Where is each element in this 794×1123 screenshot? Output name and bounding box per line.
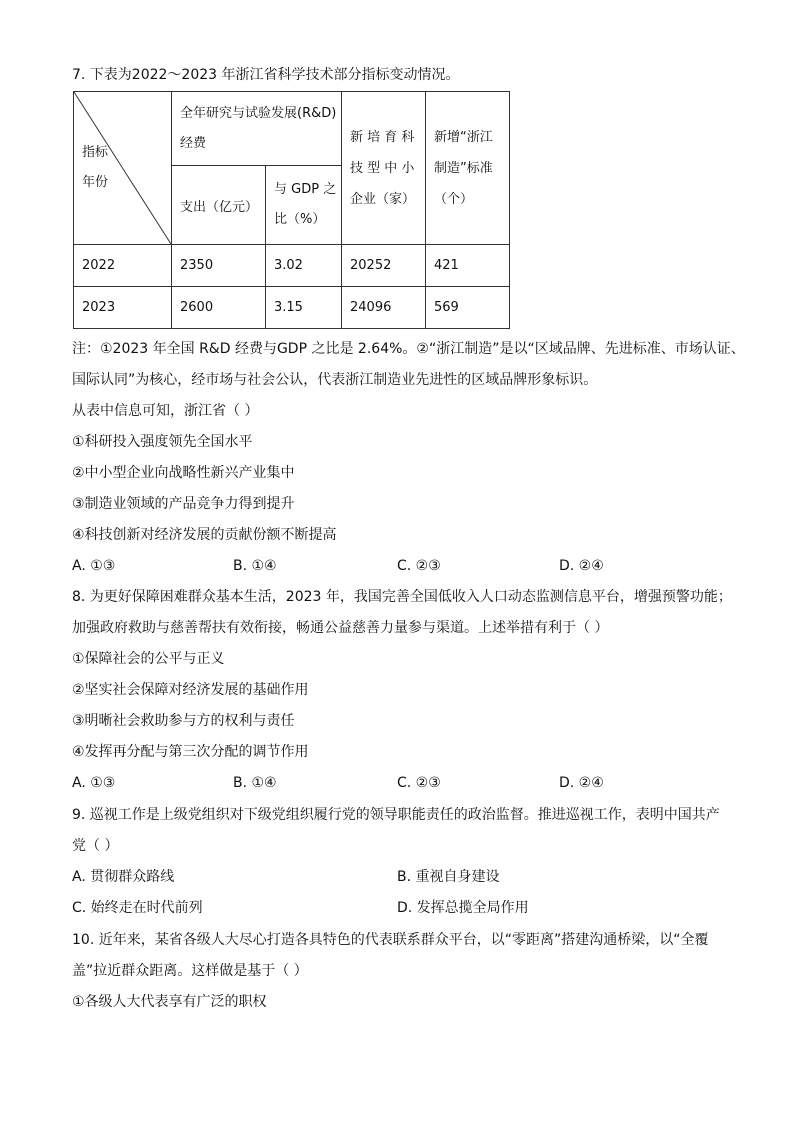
- q9-option-a[interactable]: A. 贯彻群众路线: [72, 869, 175, 885]
- q9-option-b[interactable]: B. 重视自身建设: [397, 869, 500, 885]
- q9-stem-line1: 9. 巡视工作是上级党组织对下级党组织履行党的领导职能责任的政治监督。推进巡视工作，表明中国共产: [72, 807, 720, 823]
- q7-option-a[interactable]: A. ①③: [72, 558, 116, 574]
- sme-header-cell: [342, 92, 426, 245]
- q7-option-c[interactable]: C. ②③: [397, 558, 441, 574]
- rd-header-cell: [172, 92, 342, 166]
- q10-stem-line2: 盖”拉近群众距离。这样做是基于（ ）: [72, 963, 308, 979]
- q8-option-d[interactable]: D. ②④: [559, 775, 604, 791]
- q8-option-b[interactable]: B. ①④: [233, 775, 277, 791]
- q9-option-c[interactable]: C. 始终走在时代前列: [72, 900, 203, 916]
- row-2023-ratio: 3.15: [266, 287, 342, 329]
- q8-item-4: ④发挥再分配与第三次分配的调节作用: [72, 744, 309, 760]
- q10-stem-line1: 10. 近年来，某省各级人大尽心打造各具特色的代表联系群众平台，以“零距离”搭建沟通桥梁，以“全覆: [72, 932, 709, 948]
- q7-question: 从表中信息可知，浙江省（ ）: [72, 403, 259, 419]
- q8-option-c[interactable]: C. ②③: [397, 775, 441, 791]
- spend-header: 支出（亿元）: [180, 199, 259, 215]
- rd-header-line1: 全年研究与试验发展(R&D): [180, 105, 337, 121]
- q7-item-3: ③制造业领域的产品竞争力得到提升: [72, 496, 295, 512]
- science-indicators-table: [73, 91, 510, 329]
- row-2022-spend: 2350: [172, 245, 266, 287]
- diagonal-divider-icon: [74, 92, 171, 244]
- q8-item-2: ②坚实社会保障对经济发展的基础作用: [72, 682, 309, 698]
- q7-note-line2: 国际认同”为核心，经市场与社会公认，代表浙江制造业先进性的区域品牌形象标识。: [72, 372, 598, 388]
- row-2022-ratio: 3.02: [266, 245, 342, 287]
- q7-note-line1: 注：①2023 年全国 R&D 经费与GDP 之比是 2.64%。②“浙江制造”是以“区域品牌、先进标准、市场认证、: [72, 341, 745, 357]
- q7-option-b[interactable]: B. ①④: [233, 558, 277, 574]
- q7-item-1: ①科研投入强度领先全国水平: [72, 434, 253, 450]
- row-2023-spend: 2600: [172, 287, 266, 329]
- gdp-ratio-header-line1: 与 GDP 之: [274, 182, 337, 197]
- q8-option-a[interactable]: A. ①③: [72, 775, 116, 791]
- table-row: [74, 245, 510, 287]
- q9-stem-line2: 党（ ）: [72, 838, 119, 854]
- row-2022-sme: 20252: [342, 245, 426, 287]
- rd-header-line2: 经费: [180, 135, 207, 151]
- corner-label-indicator: 指标: [82, 145, 109, 160]
- q9-option-d[interactable]: D. 发挥总揽全局作用: [397, 900, 529, 916]
- q8-stem-line2: 加强政府救助与慈善帮扶有效衔接，畅通公益慈善力量参与渠道。上述举措有利于（ ）: [72, 620, 609, 636]
- sme-header-line1: 新 培 育 科: [350, 129, 415, 145]
- q10-item-1: ①各级人大代表享有广泛的职权: [72, 994, 267, 1010]
- q8-stem-line1: 8. 为更好保障困难群众基本生活，2023 年，我国完善全国低收入人口动态监测信息平台，增强预警功能；: [72, 589, 732, 605]
- row-2023-standard: 569: [426, 287, 510, 329]
- corner-label-year: 年份: [82, 175, 109, 190]
- standard-header-cell: [426, 92, 510, 245]
- sme-header-line3: 企业（家）: [350, 191, 416, 207]
- spend-header-cell: [172, 166, 266, 245]
- row-2023-sme: 24096: [342, 287, 426, 329]
- table-row: [74, 287, 510, 329]
- table-corner-cell: [74, 92, 172, 245]
- q7-item-2: ②中小型企业向战略性新兴产业集中: [72, 465, 295, 481]
- row-2022-year: 2022: [74, 245, 172, 287]
- q7-item-4: ④科技创新对经济发展的贡献份额不断提高: [72, 527, 337, 543]
- gdp-ratio-header-cell: [266, 166, 342, 245]
- row-2023-year: 2023: [74, 287, 172, 329]
- q8-item-1: ①保障社会的公平与正义: [72, 651, 225, 667]
- sme-header-line2: 技 型 中 小: [350, 160, 415, 176]
- row-2022-standard: 421: [426, 245, 510, 287]
- q8-item-3: ③明晰社会救助参与方的权利与责任: [72, 713, 295, 729]
- standard-header-line1: 新增“浙江: [434, 129, 493, 145]
- standard-header-line2: 制造”标准: [434, 160, 493, 176]
- q7-option-d[interactable]: D. ②④: [559, 558, 604, 574]
- gdp-ratio-header-line2: 比（%）: [274, 212, 326, 227]
- standard-header-line3: （个）: [434, 191, 474, 207]
- q7-stem: 7. 下表为2022～2023 年浙江省科学技术部分指标变动情况。: [72, 67, 460, 83]
